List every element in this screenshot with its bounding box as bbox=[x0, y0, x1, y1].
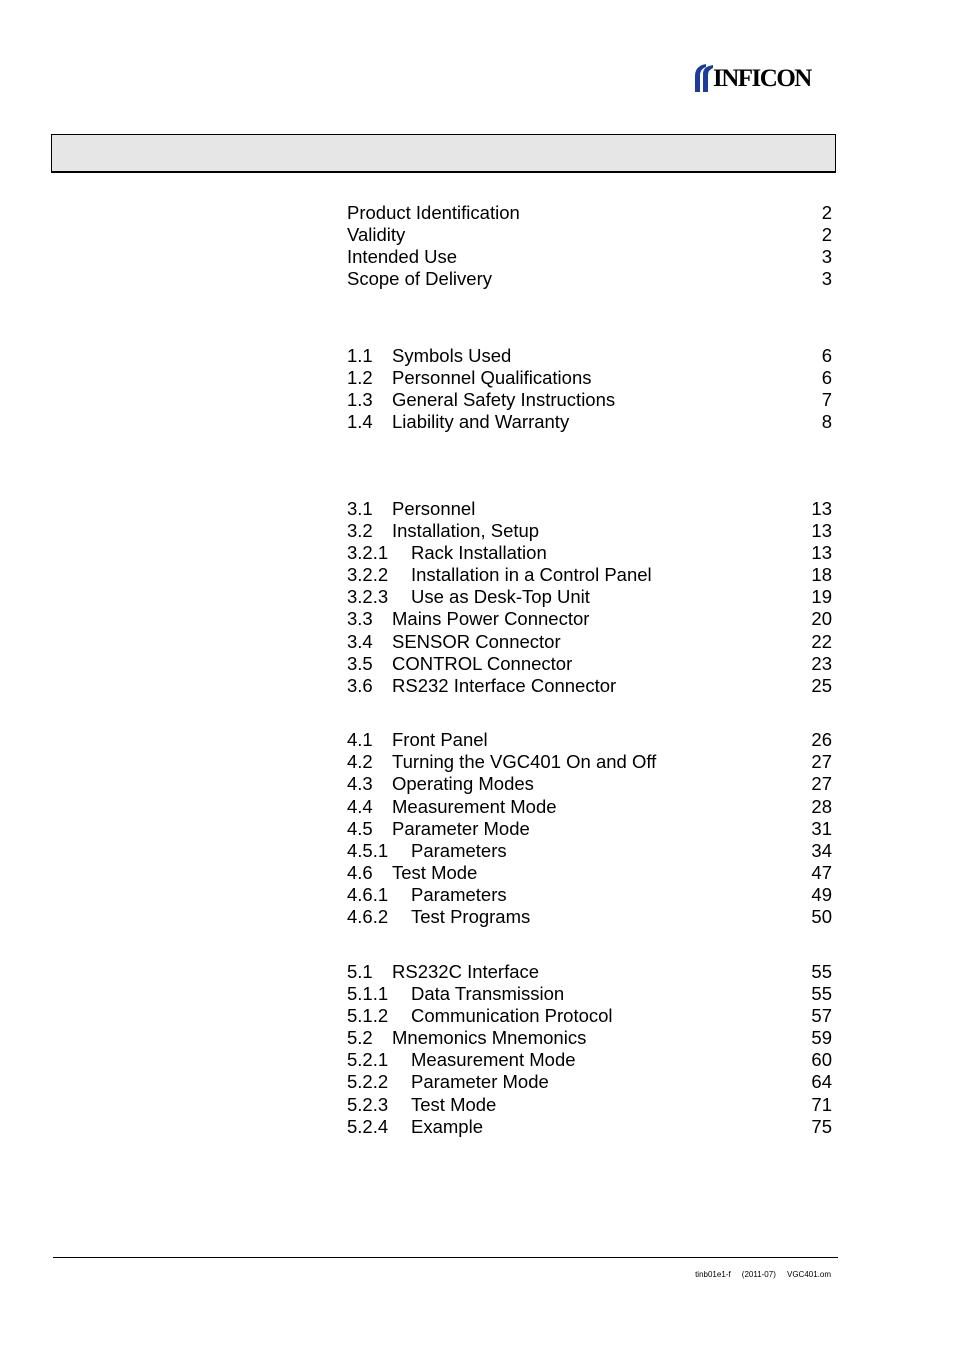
toc-entry[interactable] bbox=[347, 586, 832, 608]
toc-entry-title: Use as Desk-Top Unit bbox=[411, 586, 590, 607]
toc-entry-number: 4.6.2 bbox=[347, 906, 389, 927]
inficon-logo-mark bbox=[693, 62, 715, 94]
toc-entry-page: 13 bbox=[811, 542, 832, 563]
toc-entry-page: 2 bbox=[821, 202, 832, 223]
toc-entry-title: Personnel bbox=[392, 498, 476, 519]
toc-entry-number: 3.1 bbox=[347, 498, 373, 519]
footer-doc-id: tinb01e1-f (2011-07) VGC401.om bbox=[695, 1270, 831, 1279]
toc-entry-title: Scope of Delivery bbox=[347, 268, 492, 289]
toc-entry-page: 25 bbox=[811, 675, 832, 696]
toc-entry-title: Parameters bbox=[411, 840, 507, 861]
toc-entry-number: 5.1 bbox=[347, 961, 373, 982]
toc-entry-page: 47 bbox=[811, 862, 832, 883]
toc-entry-number: 4.5.1 bbox=[347, 840, 389, 861]
toc-entry-page: 57 bbox=[811, 1005, 832, 1026]
toc-entry-page: 59 bbox=[811, 1027, 832, 1048]
toc-entry-number: 3.6 bbox=[347, 675, 373, 696]
toc-entry-number: 3.2.3 bbox=[347, 586, 389, 607]
toc-entry-page: 31 bbox=[811, 818, 832, 839]
toc-entry-title: Data Transmission bbox=[411, 983, 565, 1004]
toc-entry-title: Rack Installation bbox=[411, 542, 547, 563]
toc-entry[interactable] bbox=[347, 224, 832, 246]
toc-entry-number: 5.2 bbox=[347, 1027, 373, 1048]
toc-entry-page: 34 bbox=[811, 840, 832, 861]
toc-entry[interactable] bbox=[347, 246, 832, 268]
toc-entry-page: 2 bbox=[821, 224, 832, 245]
toc-entry-title: Parameter Mode bbox=[411, 1071, 549, 1092]
toc-entry-number: 3.4 bbox=[347, 631, 373, 652]
toc-entry-page: 75 bbox=[811, 1116, 832, 1137]
toc-entry[interactable] bbox=[347, 884, 832, 906]
toc-entry[interactable] bbox=[347, 1116, 832, 1138]
toc-entry-page: 27 bbox=[811, 773, 832, 794]
toc-entry-title: Product Identification bbox=[347, 202, 520, 223]
toc-entry-page: 26 bbox=[811, 729, 832, 750]
toc-entry-page: 3 bbox=[821, 268, 832, 289]
toc-entry-page: 13 bbox=[811, 520, 832, 541]
toc-entry-number: 3.2.1 bbox=[347, 542, 389, 563]
toc-entry-title: Intended Use bbox=[347, 246, 458, 267]
toc-entry[interactable] bbox=[347, 653, 832, 675]
toc-entry-page: 71 bbox=[811, 1094, 832, 1115]
toc-entry[interactable] bbox=[347, 367, 832, 389]
footer-rule bbox=[53, 1257, 838, 1258]
inficon-logo bbox=[693, 62, 838, 96]
toc-entry[interactable] bbox=[347, 1071, 832, 1093]
toc-entry-page: 49 bbox=[811, 884, 832, 905]
toc-entry-number: 5.2.3 bbox=[347, 1094, 389, 1115]
toc-entry-number: 5.2.4 bbox=[347, 1116, 389, 1137]
toc-entry-title: RS232C Interface bbox=[392, 961, 540, 982]
toc-entry[interactable] bbox=[347, 1005, 832, 1027]
toc-entry-number: 4.1 bbox=[347, 729, 373, 750]
toc-entry-number: 4.5 bbox=[347, 818, 373, 839]
toc-entry-number: 3.3 bbox=[347, 608, 373, 629]
logo-wordmark: INFICON bbox=[713, 65, 811, 92]
toc-entry-number: 3.2.2 bbox=[347, 564, 389, 585]
toc-entry-page: 28 bbox=[811, 796, 832, 817]
toc-entry[interactable] bbox=[347, 520, 832, 542]
toc-entry-page: 8 bbox=[821, 411, 832, 432]
toc-entry-page: 27 bbox=[811, 751, 832, 772]
toc-entry-page: 3 bbox=[821, 246, 832, 267]
toc-entry[interactable] bbox=[347, 751, 832, 773]
toc-entry[interactable] bbox=[347, 389, 832, 411]
toc-entry-title: Symbols Used bbox=[392, 345, 512, 366]
toc-entry-title: Parameter Mode bbox=[392, 818, 530, 839]
toc-entry-title: General Safety Instructions bbox=[392, 389, 616, 410]
toc-entry-title: Measurement Mode bbox=[411, 1049, 576, 1070]
toc-entry[interactable] bbox=[347, 1027, 832, 1049]
toc-entry-number: 5.1.1 bbox=[347, 983, 389, 1004]
toc-entry[interactable] bbox=[347, 542, 832, 564]
toc-entry-number: 4.2 bbox=[347, 751, 373, 772]
toc-entry[interactable] bbox=[347, 675, 832, 697]
toc-entry-number: 4.3 bbox=[347, 773, 373, 794]
toc-entry-title: Turning the VGC401 On and Off bbox=[392, 751, 657, 772]
toc-entry-title: Installation in a Control Panel bbox=[411, 564, 652, 585]
toc-entry-title: Mnemonics Mnemonics bbox=[392, 1027, 587, 1048]
toc-entry[interactable] bbox=[347, 983, 832, 1005]
toc-entry[interactable] bbox=[347, 729, 832, 751]
toc-entry[interactable] bbox=[347, 631, 832, 653]
toc-entry-page: 6 bbox=[821, 345, 832, 366]
toc-entry-number: 1.3 bbox=[347, 389, 373, 410]
toc-entry-page: 55 bbox=[811, 983, 832, 1004]
toc-entry[interactable] bbox=[347, 818, 832, 840]
toc-entry[interactable] bbox=[347, 1094, 832, 1116]
toc-entry[interactable] bbox=[347, 411, 832, 433]
toc-entry[interactable] bbox=[347, 961, 832, 983]
toc-entry[interactable] bbox=[347, 862, 832, 884]
toc-entry-number: 4.6 bbox=[347, 862, 373, 883]
toc-entry[interactable] bbox=[347, 608, 832, 630]
toc-entry-page: 22 bbox=[811, 631, 832, 652]
toc-entry[interactable] bbox=[347, 906, 832, 928]
toc-entry[interactable] bbox=[347, 564, 832, 586]
toc-entry[interactable] bbox=[347, 268, 832, 290]
toc-entry-title: CONTROL Connector bbox=[392, 653, 573, 674]
toc-entry-page: 55 bbox=[811, 961, 832, 982]
toc-entry-title: Example bbox=[411, 1116, 483, 1137]
chapter-title-bar bbox=[51, 134, 836, 173]
toc-entry[interactable] bbox=[347, 345, 832, 367]
toc-entry-number: 1.2 bbox=[347, 367, 373, 388]
toc-entry-title: Installation, Setup bbox=[392, 520, 540, 541]
toc-entry-title: Validity bbox=[347, 224, 406, 245]
toc-entry-number: 5.2.2 bbox=[347, 1071, 389, 1092]
toc-entry-page: 50 bbox=[811, 906, 832, 927]
toc-entry-number: 5.1.2 bbox=[347, 1005, 389, 1026]
toc-entry-number: 4.4 bbox=[347, 796, 373, 817]
toc-entry-number: 3.2 bbox=[347, 520, 373, 541]
toc-entry-page: 18 bbox=[811, 564, 832, 585]
toc-entry-title: SENSOR Connector bbox=[392, 631, 561, 652]
toc-entry[interactable] bbox=[347, 1049, 832, 1071]
toc-entry-page: 60 bbox=[811, 1049, 832, 1070]
toc-entry-title: Personnel Qualifications bbox=[392, 367, 592, 388]
toc-entry[interactable] bbox=[347, 498, 832, 520]
toc-entry-title: Operating Modes bbox=[392, 773, 534, 794]
toc-entry-page: 23 bbox=[811, 653, 832, 674]
toc-entry-title: Test Mode bbox=[392, 862, 478, 883]
toc-entry-number: 1.4 bbox=[347, 411, 373, 432]
toc-entry[interactable] bbox=[347, 773, 832, 795]
toc-entry-title: Mains Power Connector bbox=[392, 608, 590, 629]
toc-entry-title: Communication Protocol bbox=[411, 1005, 613, 1026]
toc-entry-title: Front Panel bbox=[392, 729, 488, 750]
toc-entry-title: RS232 Interface Connector bbox=[392, 675, 617, 696]
toc-entry-page: 6 bbox=[821, 367, 832, 388]
toc-entry[interactable] bbox=[347, 796, 832, 818]
toc-entry[interactable] bbox=[347, 202, 832, 224]
toc-entry-title: Test Programs bbox=[411, 906, 531, 927]
toc-entry-page: 20 bbox=[811, 608, 832, 629]
toc-entry-title: Parameters bbox=[411, 884, 507, 905]
toc-entry[interactable] bbox=[347, 840, 832, 862]
toc-entry-page: 7 bbox=[821, 389, 832, 410]
toc-entry-page: 19 bbox=[811, 586, 832, 607]
toc-entry-title: Measurement Mode bbox=[392, 796, 557, 817]
toc-entry-page: 13 bbox=[811, 498, 832, 519]
toc-entry-number: 5.2.1 bbox=[347, 1049, 389, 1070]
toc-entry-number: 1.1 bbox=[347, 345, 373, 366]
toc-entry-title: Test Mode bbox=[411, 1094, 497, 1115]
toc-entry-number: 4.6.1 bbox=[347, 884, 389, 905]
toc-entry-title: Liability and Warranty bbox=[392, 411, 570, 432]
toc-entry-number: 3.5 bbox=[347, 653, 373, 674]
toc-entry-page: 64 bbox=[811, 1071, 832, 1092]
